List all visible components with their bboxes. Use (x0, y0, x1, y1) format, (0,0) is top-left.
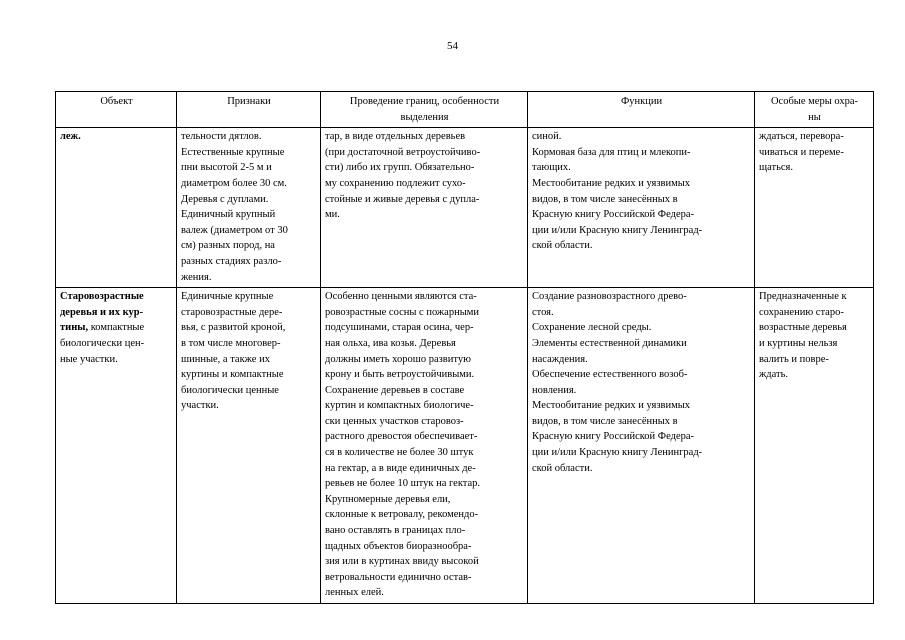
table-row (56, 128, 874, 288)
cell-protection: ждаться, перевора- чиваться и переме- щаться. (755, 128, 874, 288)
header-protection: Особые меры охра- ны (755, 92, 874, 128)
cell-functions: Создание разновозрастного древо- стоя. Сохранение лесной среды. Элементы естественной динамики насаждения. Обеспечение естественного возоб- новления. Местообитание редких и уязвимых видов, в том числе занесённых в Красную книгу Российской Федера- ции и/или Красную книгу Ленинград- ской области. (528, 288, 755, 604)
cell-boundaries: Особенно ценными являются ста- ровозрастные сосны с пожарными подсушинами, старая осина, чер- ная ольха, ива козья. Деревья должны иметь хорошо развитую крону и быть ветроустойчивыми. Сохранение деревьев в составе куртин и компактных биологиче- ски ценных участков старовоз- растного древостоя обеспечивает- ся в количестве не более 30 штук на гектар, а в виде единичных де- ревьев не более 10 штук на гектар. Крупномерные деревья ели, склонные к ветровалу, рекомендо- вано оставлять в границах пло- щадных объектов биоразнообра- зия или в куртинах ввиду высокой ветровальности единично остав- ленных елей. (321, 288, 528, 604)
cell-boundaries: тар, в виде отдельных деревьев (при достаточной ветроустойчиво- сти) либо их групп. Обязательно- му сохранению подлежит сухо- стойные и живые деревья с дупла- ми. (321, 128, 528, 288)
header-object: Объект (56, 92, 177, 128)
page-number: 54 (447, 40, 458, 52)
object-name-bold: Старовозрастные деревья и их кур- тины, (60, 291, 144, 334)
cell-object (56, 288, 177, 604)
header-functions: Функции (528, 92, 755, 128)
measures-table (55, 91, 874, 604)
header-boundaries: Проведение границ, особенности выделения (321, 92, 528, 128)
cell-features: тельности дятлов. Естественные крупные пни высотой 2-5 м и диаметром более 30 см. Деревья с дуплами. Единичный крупный валеж (диаметром от 30 см) разных пород, на разных стадиях разло- жения. (177, 128, 321, 288)
table-row (56, 288, 874, 604)
header-features: Признаки (177, 92, 321, 128)
cell-features: Единичные крупные старовозрастные дере- вья, с развитой кроной, в том числе многовер- шинные, а также их куртины и компактные биологически ценные участки. (177, 288, 321, 604)
object-name-bold: леж. (60, 131, 81, 143)
object-name-rest: компактные биологически цен- ные участки. (60, 322, 145, 365)
cell-protection: Предназначенные к сохранению старо- возрастные деревья и куртины нельзя валить и повре- ждать. (755, 288, 874, 604)
cell-object (56, 128, 177, 288)
table-header-row (56, 92, 874, 128)
cell-functions: синой. Кормовая база для птиц и млекопи- тающих. Местообитание редких и уязвимых видов, в том числе занесённых в Красную книгу Российской Федера- ции и/или Красную книгу Ленинград- ской области. (528, 128, 755, 288)
